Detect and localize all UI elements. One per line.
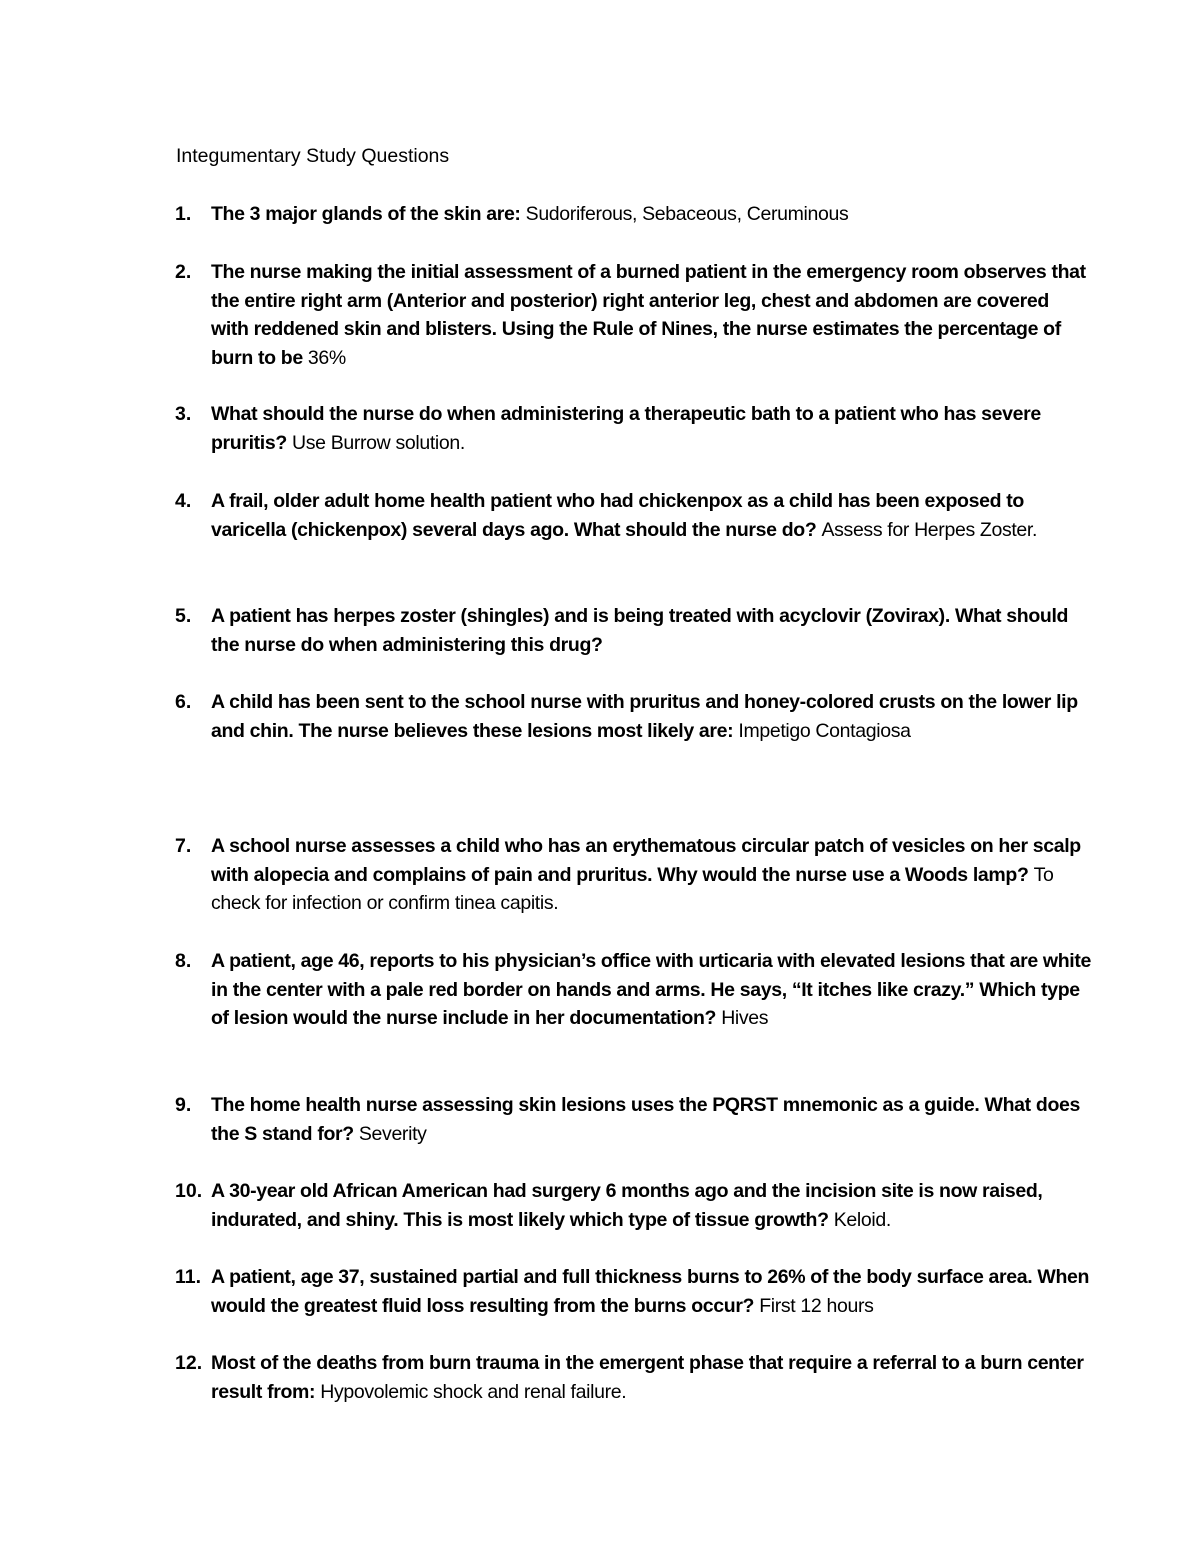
- question-number: 1.: [175, 203, 192, 225]
- question-text: A school nurse assesses a child who has an erythematous circular patch of vesicles on her scalp with alopecia and complains of pain and pruritus. Why would the nurse use a Woods lamp?: [211, 835, 1081, 886]
- question-number: 7.: [175, 835, 192, 857]
- question-number: 4.: [175, 490, 192, 512]
- question-text: A patient, age 46, reports to his physician’s office with urticaria with elevated lesions that are white in the center with a pale red border on hands and arms. He says, “It itches like crazy.” Which type of lesion would the nurse include in her documentation?: [211, 950, 1091, 1030]
- question-answer: Use Burrow solution.: [292, 431, 465, 454]
- question-number: 3.: [175, 403, 192, 425]
- question-answer: Keloid.: [833, 1208, 891, 1231]
- question-body: [211, 1091, 1091, 1148]
- question-body: [211, 400, 1091, 457]
- question-body: [211, 258, 1091, 372]
- question-body: [211, 487, 1091, 544]
- document-title: Integumentary Study Questions: [176, 145, 450, 167]
- question-answer: 36%: [307, 346, 346, 369]
- question-number: 11.: [175, 1266, 202, 1288]
- question-text: The home health nurse assessing skin lesions uses the PQRST mnemonic as a guide. What does the S stand for?: [211, 1094, 1080, 1145]
- question-text: A child has been sent to the school nurse with pruritus and honey-colored crusts on the lower lip and chin. The nurse believes these lesions most likely are:: [211, 691, 1078, 742]
- question-answer: Hives: [721, 1007, 769, 1030]
- question-number: 2.: [175, 261, 192, 283]
- question-text: A frail, older adult home health patient who had chickenpox as a child has been exposed to varicella (chickenpox) several days ago. What should the nurse do?: [211, 490, 1024, 541]
- question-body: [211, 688, 1091, 745]
- question-answer: Impetigo Contagiosa: [738, 719, 911, 742]
- question-answer: Sudoriferous, Sebaceous, Ceruminous: [525, 203, 849, 225]
- question-number: 9.: [175, 1094, 192, 1116]
- question-body: [211, 1349, 1091, 1406]
- question-number: 6.: [175, 691, 192, 713]
- question-text: A 30-year old African American had surgery 6 months ago and the incision site is now raised, indurated, and shiny. This is most likely which type of tissue growth?: [211, 1180, 1043, 1231]
- question-answer: First 12 hours: [759, 1294, 874, 1317]
- question-text: The nurse making the initial assessment of a burned patient in the emergency room observes that the entire right arm (Anterior and posterior) right anterior leg, chest and abdomen are covered with reddened skin and blisters. Using the Rule of Nines, the nurse estimates the percentage of burn to be: [211, 261, 1086, 369]
- question-body: [211, 832, 1091, 918]
- question-text: A patient, age 37, sustained partial and full thickness burns to 26% of the body surface area. When would the greatest fluid loss resulting from the burns occur?: [211, 1266, 1090, 1317]
- question-text: Most of the deaths from burn trauma in the emergent phase that require a referral to a burn center result from:: [211, 1352, 1084, 1403]
- question-answer: Assess for Herpes Zoster.: [821, 518, 1038, 541]
- question-text: A patient has herpes zoster (shingles) and is being treated with acyclovir (Zovirax). What should the nurse do when administering this drug?: [211, 605, 1069, 656]
- question-number: 8.: [175, 950, 192, 972]
- question-answer: Severity: [358, 1122, 427, 1145]
- question-number: 12.: [175, 1352, 203, 1374]
- question-body: [211, 1177, 1091, 1234]
- question-body: [211, 1263, 1091, 1320]
- question-body: [211, 602, 1091, 659]
- question-text: What should the nurse do when administering a therapeutic bath to a patient who has severe pruritis?: [211, 403, 1041, 454]
- question-number: 10.: [175, 1180, 203, 1202]
- question-body: [211, 200, 1091, 229]
- question-text: The 3 major glands of the skin are:: [211, 203, 526, 225]
- question-answer: Hypovolemic shock and renal failure.: [320, 1380, 627, 1403]
- question-body: [211, 947, 1091, 1033]
- question-answer: To check for infection or confirm tinea capitis.: [211, 863, 1054, 915]
- question-number: 5.: [175, 605, 192, 627]
